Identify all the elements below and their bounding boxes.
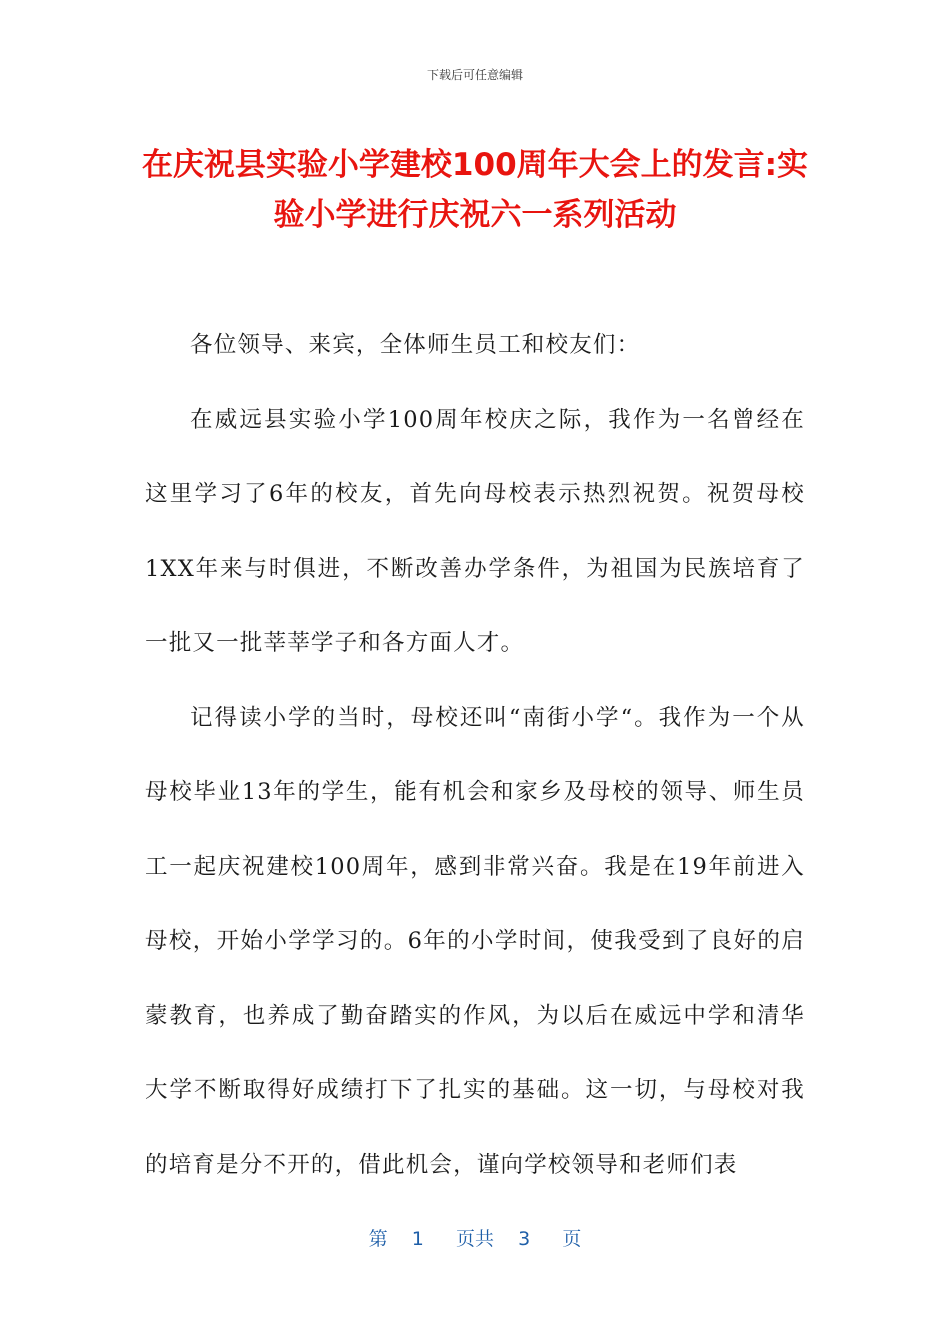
paragraph-memories: 记得读小学的当时，母校还叫“南街小学“。我作为一个从母校毕业13年的学生，能有机会和家乡及母校的领导、师生员工一起庆祝建校100周年，感到非常兴奋。我是在19年前进入母校，开始小学学习的。6年的小学时间，使我受到了良好的启蒙教育，也养成了勤奋踏实的作风，为以后在威远中学和清华大学不断取得好成绩打下了扎实的基础。这一切，与母校对我的培育是分不开的，借此机会，谨向学校领导和老师们表: [145, 704, 805, 1178]
document-body: [145, 308, 805, 1202]
footer-current-page: 1: [411, 1228, 424, 1250]
paragraph-salutation: 各位领导、来宾，全体师生员工和校友们：: [190, 332, 641, 358]
footer-total-pages: 3: [518, 1228, 531, 1250]
document-title: 在庆祝县实验小学建校100周年大会上的发言:实验小学进行庆祝六一系列活动: [141, 147, 809, 233]
page-number-footer: [0, 1225, 950, 1253]
paragraph-congratulations: 在威远县实验小学100周年校庆之际，我作为一名曾经在这里学习了6年的校友，首先向母校表示热烈祝贺。祝贺母校1XX年来与时俱进，不断改善办学条件，为祖国为民族培育了一批又一批莘莘学子和各方面人才。: [145, 406, 805, 656]
footer-prefix: 第: [368, 1228, 388, 1250]
footer-suffix: 页: [562, 1228, 582, 1250]
footer-mid: 页共: [455, 1228, 494, 1250]
page-header-note: 下载后可任意编辑: [426, 68, 523, 82]
